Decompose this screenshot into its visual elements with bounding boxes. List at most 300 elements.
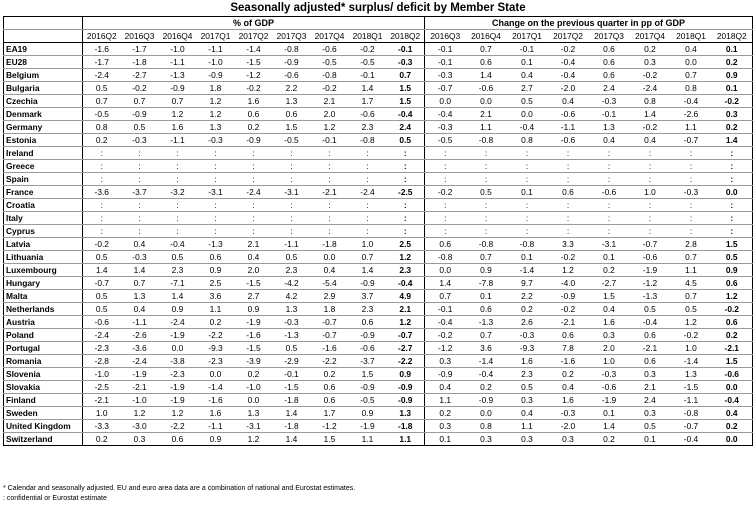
change-cell: 0.3 — [630, 56, 671, 69]
change-cell: 0.3 — [507, 433, 548, 446]
country-name: Greece — [4, 160, 83, 173]
change-cell: 0.3 — [466, 433, 507, 446]
change-cell: : — [630, 199, 671, 212]
change-cell: 0.1 — [466, 290, 507, 303]
country-name: Italy — [4, 212, 83, 225]
change-cell: 0.4 — [548, 381, 589, 394]
value-cell: -1.5 — [273, 381, 311, 394]
change-cell: : — [671, 160, 712, 173]
value-cell: -4.2 — [273, 277, 311, 290]
change-cell: -2.7 — [589, 277, 630, 290]
change-cell: -4.0 — [548, 277, 589, 290]
value-cell: : — [273, 212, 311, 225]
table-row — [4, 95, 753, 108]
value-cell: 1.3 — [387, 407, 425, 420]
change-cell: -2.0 — [548, 82, 589, 95]
value-cell: -0.4 — [387, 277, 425, 290]
value-cell: -0.9 — [387, 394, 425, 407]
value-cell: -3.0 — [121, 420, 159, 433]
value-cell: 1.3 — [273, 303, 311, 316]
change-cell: 0.2 — [425, 407, 466, 420]
value-cell: 3.6 — [197, 290, 235, 303]
change-cell: -0.5 — [425, 134, 466, 147]
quarter-header-left: 2016Q3 — [121, 30, 159, 43]
change-cell: -1.9 — [630, 264, 671, 277]
change-cell: -0.1 — [425, 43, 466, 56]
quarter-header-left: 2017Q3 — [273, 30, 311, 43]
change-cell: 0.5 — [507, 95, 548, 108]
value-cell: -0.9 — [273, 56, 311, 69]
value-cell: 2.9 — [311, 290, 349, 303]
value-cell: -1.9 — [349, 420, 387, 433]
value-cell: -5.4 — [311, 277, 349, 290]
value-cell: -2.2 — [311, 355, 349, 368]
change-cell: -1.9 — [589, 394, 630, 407]
value-cell: 2.3 — [159, 264, 197, 277]
value-cell: -1.1 — [159, 56, 197, 69]
change-cell: : — [589, 225, 630, 238]
value-cell: -0.6 — [311, 43, 349, 56]
change-cell: 2.2 — [507, 290, 548, 303]
value-cell: 0.5 — [159, 251, 197, 264]
table-row — [4, 355, 753, 368]
value-cell: 2.7 — [235, 290, 273, 303]
value-cell: 2.3 — [273, 264, 311, 277]
change-cell: 0.1 — [507, 186, 548, 199]
value-cell: -1.9 — [159, 394, 197, 407]
change-cell: : — [466, 147, 507, 160]
change-cell: 0.3 — [507, 394, 548, 407]
change-cell: -2.4 — [630, 82, 671, 95]
change-cell: -0.3 — [425, 69, 466, 82]
value-cell: 1.2 — [121, 407, 159, 420]
corner-cell — [4, 30, 83, 43]
value-cell: -1.8 — [273, 420, 311, 433]
value-cell: : — [235, 160, 273, 173]
value-cell: 1.3 — [197, 121, 235, 134]
change-cell: 0.6 — [466, 303, 507, 316]
value-cell: : — [349, 160, 387, 173]
value-cell: : — [83, 173, 121, 186]
value-cell: : — [311, 225, 349, 238]
value-cell: 0.8 — [83, 121, 121, 134]
change-cell: 1.3 — [671, 368, 712, 381]
change-cell: 0.1 — [630, 433, 671, 446]
value-cell: : — [121, 212, 159, 225]
change-cell: 4.5 — [671, 277, 712, 290]
value-cell: : — [197, 173, 235, 186]
value-cell: -0.5 — [311, 56, 349, 69]
change-cell: : — [507, 199, 548, 212]
value-cell: -2.2 — [159, 420, 197, 433]
value-cell: 0.6 — [235, 108, 273, 121]
value-cell: 2.5 — [197, 277, 235, 290]
country-name: Portugal — [4, 342, 83, 355]
value-cell: 2.2 — [273, 82, 311, 95]
value-cell: -1.4 — [197, 381, 235, 394]
corner-cell — [4, 17, 83, 30]
change-cell: : — [589, 212, 630, 225]
value-cell: -0.3 — [121, 251, 159, 264]
change-cell: 9.7 — [507, 277, 548, 290]
value-cell: -1.1 — [197, 420, 235, 433]
change-cell: -0.4 — [548, 69, 589, 82]
change-cell: 0.4 — [589, 303, 630, 316]
value-cell: -0.6 — [349, 108, 387, 121]
value-cell: 1.7 — [349, 95, 387, 108]
value-cell: : — [197, 225, 235, 238]
change-cell: 0.3 — [630, 407, 671, 420]
value-cell: : — [387, 173, 425, 186]
country-name: Croatia — [4, 199, 83, 212]
value-cell: -1.6 — [197, 394, 235, 407]
value-cell: : — [197, 147, 235, 160]
change-cell: 1.4 — [589, 420, 630, 433]
value-cell: : — [235, 225, 273, 238]
value-cell: 0.9 — [235, 303, 273, 316]
value-cell: -0.1 — [349, 69, 387, 82]
change-cell: 0.1 — [589, 251, 630, 264]
value-cell: 1.1 — [387, 433, 425, 446]
table-row — [4, 108, 753, 121]
table-row — [4, 264, 753, 277]
value-cell: -1.9 — [159, 329, 197, 342]
change-cell: 0.6 — [466, 56, 507, 69]
change-cell: 0.9 — [466, 264, 507, 277]
value-cell: -0.3 — [273, 316, 311, 329]
table-row — [4, 394, 753, 407]
value-cell: -1.0 — [159, 43, 197, 56]
change-cell: 3.3 — [548, 238, 589, 251]
value-cell: -0.6 — [83, 316, 121, 329]
change-cell: -0.2 — [712, 95, 753, 108]
change-cell: 0.1 — [425, 433, 466, 446]
table-row — [4, 277, 753, 290]
value-cell: 0.5 — [387, 134, 425, 147]
value-cell: : — [349, 212, 387, 225]
value-cell: -1.2 — [311, 420, 349, 433]
country-name: Belgium — [4, 69, 83, 82]
change-cell: 0.2 — [712, 56, 753, 69]
value-cell: -1.1 — [121, 316, 159, 329]
change-cell: 0.0 — [466, 95, 507, 108]
value-cell: -1.0 — [121, 394, 159, 407]
value-cell: -0.3 — [197, 134, 235, 147]
change-cell: 0.4 — [671, 43, 712, 56]
change-cell: 1.1 — [671, 121, 712, 134]
value-cell: -0.5 — [273, 134, 311, 147]
value-cell: -2.4 — [83, 69, 121, 82]
quarter-header-left: 2018Q2 — [387, 30, 425, 43]
change-cell: 2.6 — [507, 316, 548, 329]
value-cell: -2.3 — [197, 355, 235, 368]
value-cell: -0.9 — [349, 381, 387, 394]
value-cell: -2.9 — [273, 355, 311, 368]
group-header-pct-gdp: % of GDP — [83, 17, 425, 30]
value-cell: -0.2 — [311, 82, 349, 95]
table-row — [4, 160, 753, 173]
value-cell: 3.7 — [349, 290, 387, 303]
change-cell: 1.6 — [507, 355, 548, 368]
change-cell: 0.0 — [425, 264, 466, 277]
change-cell: 0.2 — [712, 329, 753, 342]
quarter-header-row — [4, 30, 753, 43]
value-cell: -2.7 — [121, 69, 159, 82]
value-cell: 2.4 — [387, 121, 425, 134]
change-cell: : — [712, 160, 753, 173]
change-cell: -0.6 — [712, 368, 753, 381]
footnote-confidential: : confidential or Eurostat estimate — [3, 495, 107, 502]
value-cell: 0.7 — [349, 251, 387, 264]
change-cell: 1.6 — [548, 394, 589, 407]
table-row — [4, 82, 753, 95]
value-cell: 0.3 — [121, 433, 159, 446]
table-row — [4, 251, 753, 264]
change-cell: -0.2 — [671, 329, 712, 342]
change-cell: 1.4 — [425, 277, 466, 290]
change-cell: 0.0 — [712, 381, 753, 394]
value-cell: 2.1 — [311, 95, 349, 108]
value-cell: -1.3 — [159, 69, 197, 82]
change-cell: -1.1 — [671, 394, 712, 407]
value-cell: -0.6 — [349, 342, 387, 355]
value-cell: -0.9 — [387, 381, 425, 394]
country-name: Slovenia — [4, 368, 83, 381]
value-cell: 1.4 — [121, 264, 159, 277]
value-cell: -2.4 — [83, 329, 121, 342]
change-cell: 1.0 — [671, 342, 712, 355]
change-cell: -0.9 — [425, 368, 466, 381]
value-cell: 1.1 — [197, 303, 235, 316]
change-cell: -1.3 — [630, 290, 671, 303]
change-cell: 0.6 — [548, 186, 589, 199]
table-row — [4, 121, 753, 134]
change-cell: 0.0 — [466, 407, 507, 420]
change-cell: 0.5 — [630, 420, 671, 433]
change-cell: -0.3 — [589, 368, 630, 381]
value-cell: : — [311, 173, 349, 186]
value-cell: : — [349, 199, 387, 212]
value-cell: -0.4 — [387, 108, 425, 121]
group-header-row — [4, 17, 753, 30]
value-cell: -2.8 — [83, 355, 121, 368]
value-cell: -2.3 — [159, 368, 197, 381]
change-cell: 1.0 — [630, 186, 671, 199]
table-row — [4, 368, 753, 381]
value-cell: -0.2 — [235, 82, 273, 95]
value-cell: -2.5 — [387, 186, 425, 199]
value-cell: -0.9 — [159, 82, 197, 95]
value-cell: -1.5 — [235, 56, 273, 69]
change-cell: : — [630, 147, 671, 160]
table-row — [4, 199, 753, 212]
value-cell: : — [349, 225, 387, 238]
table-title: Seasonally adjusted* surplus/ deficit by Member State — [230, 2, 526, 14]
value-cell: -0.9 — [121, 108, 159, 121]
quarter-header-right: 2017Q2 — [548, 30, 589, 43]
change-cell: -2.1 — [712, 342, 753, 355]
value-cell: -1.1 — [273, 238, 311, 251]
value-cell: : — [121, 225, 159, 238]
change-cell: -3.1 — [589, 238, 630, 251]
change-cell: 0.3 — [630, 368, 671, 381]
change-cell: 0.6 — [425, 238, 466, 251]
change-cell: -0.1 — [425, 303, 466, 316]
value-cell: : — [273, 160, 311, 173]
value-cell: -1.6 — [311, 342, 349, 355]
change-cell: : — [548, 147, 589, 160]
change-cell: -0.3 — [589, 95, 630, 108]
change-cell: 0.4 — [589, 134, 630, 147]
value-cell: 1.6 — [235, 95, 273, 108]
change-cell: 0.1 — [589, 407, 630, 420]
country-name: Slovakia — [4, 381, 83, 394]
value-cell: -7.1 — [159, 277, 197, 290]
change-cell: -0.6 — [548, 108, 589, 121]
change-cell: 0.1 — [507, 56, 548, 69]
change-cell: 0.2 — [466, 381, 507, 394]
value-cell: 0.4 — [311, 264, 349, 277]
change-cell: 1.1 — [507, 420, 548, 433]
value-cell: 1.5 — [349, 368, 387, 381]
change-cell: 2.1 — [630, 381, 671, 394]
change-cell: -0.3 — [548, 407, 589, 420]
change-cell: 1.0 — [589, 355, 630, 368]
value-cell: -3.7 — [349, 355, 387, 368]
change-cell: : — [466, 225, 507, 238]
change-cell: 0.9 — [712, 69, 753, 82]
value-cell: 1.2 — [159, 407, 197, 420]
value-cell: -1.0 — [83, 368, 121, 381]
value-cell: : — [159, 225, 197, 238]
quarter-header-left: 2017Q2 — [235, 30, 273, 43]
change-cell: -0.4 — [630, 316, 671, 329]
change-cell: -0.4 — [466, 368, 507, 381]
value-cell: -2.2 — [197, 329, 235, 342]
change-cell: 1.4 — [712, 134, 753, 147]
country-name: Denmark — [4, 108, 83, 121]
change-cell: 0.6 — [548, 329, 589, 342]
value-cell: 0.0 — [159, 342, 197, 355]
country-name: Malta — [4, 290, 83, 303]
value-cell: 1.4 — [83, 264, 121, 277]
value-cell: : — [159, 173, 197, 186]
change-cell: 0.5 — [630, 303, 671, 316]
value-cell: : — [197, 199, 235, 212]
value-cell: -0.9 — [197, 69, 235, 82]
change-cell: 0.7 — [466, 43, 507, 56]
value-cell: -2.5 — [83, 381, 121, 394]
value-cell: -1.8 — [121, 56, 159, 69]
value-cell: 0.5 — [121, 121, 159, 134]
change-cell: : — [589, 147, 630, 160]
change-cell: : — [425, 199, 466, 212]
change-cell: 0.4 — [507, 407, 548, 420]
change-cell: : — [548, 225, 589, 238]
value-cell: -1.6 — [83, 43, 121, 56]
change-cell: : — [712, 147, 753, 160]
value-cell: : — [235, 147, 273, 160]
value-cell: 0.9 — [387, 368, 425, 381]
value-cell: -0.2 — [349, 43, 387, 56]
value-cell: -0.9 — [349, 277, 387, 290]
value-cell: -2.4 — [349, 186, 387, 199]
value-cell: 1.4 — [273, 433, 311, 446]
value-cell: : — [349, 147, 387, 160]
value-cell: -3.6 — [83, 186, 121, 199]
change-cell: : — [466, 199, 507, 212]
value-cell: -1.1 — [197, 43, 235, 56]
change-cell: 0.6 — [630, 355, 671, 368]
value-cell: : — [121, 147, 159, 160]
change-cell: 0.7 — [671, 290, 712, 303]
value-cell: -2.4 — [121, 355, 159, 368]
value-cell: : — [273, 225, 311, 238]
change-cell: : — [425, 212, 466, 225]
value-cell: 2.3 — [349, 303, 387, 316]
value-cell: 0.6 — [311, 394, 349, 407]
table-row — [4, 238, 753, 251]
value-cell: -1.5 — [235, 342, 273, 355]
country-name: United Kingdom — [4, 420, 83, 433]
value-cell: 1.2 — [387, 251, 425, 264]
value-cell: -1.5 — [235, 277, 273, 290]
value-cell: -0.8 — [311, 69, 349, 82]
change-cell: : — [548, 160, 589, 173]
change-cell: -0.2 — [630, 69, 671, 82]
value-cell: : — [273, 199, 311, 212]
value-cell: -2.2 — [387, 355, 425, 368]
value-cell: 0.0 — [235, 394, 273, 407]
change-cell: 7.8 — [548, 342, 589, 355]
change-cell: 2.4 — [630, 394, 671, 407]
value-cell: : — [159, 199, 197, 212]
value-cell: 0.6 — [311, 381, 349, 394]
value-cell: -0.3 — [121, 134, 159, 147]
value-cell: : — [83, 199, 121, 212]
value-cell: -2.1 — [83, 394, 121, 407]
value-cell: : — [83, 225, 121, 238]
change-cell: -0.7 — [630, 238, 671, 251]
change-cell: -0.2 — [548, 251, 589, 264]
country-name: Germany — [4, 121, 83, 134]
change-cell: : — [507, 173, 548, 186]
value-cell: -3.3 — [83, 420, 121, 433]
value-cell: 1.0 — [83, 407, 121, 420]
value-cell: -0.1 — [387, 43, 425, 56]
table-row — [4, 381, 753, 394]
value-cell: -1.0 — [197, 56, 235, 69]
value-cell: : — [197, 212, 235, 225]
country-name: France — [4, 186, 83, 199]
change-cell: -0.6 — [466, 82, 507, 95]
change-cell: : — [548, 199, 589, 212]
change-cell: : — [425, 225, 466, 238]
change-cell: 0.3 — [548, 433, 589, 446]
value-cell: -0.6 — [273, 69, 311, 82]
value-cell: -0.2 — [121, 82, 159, 95]
value-cell: -0.8 — [349, 134, 387, 147]
change-cell: -1.6 — [548, 355, 589, 368]
value-cell: 1.3 — [121, 290, 159, 303]
change-cell: 0.8 — [507, 134, 548, 147]
country-name: Estonia — [4, 134, 83, 147]
value-cell: 0.2 — [83, 134, 121, 147]
table-row — [4, 407, 753, 420]
change-cell: 0.8 — [671, 82, 712, 95]
value-cell: -1.8 — [311, 238, 349, 251]
value-cell: 1.5 — [311, 433, 349, 446]
